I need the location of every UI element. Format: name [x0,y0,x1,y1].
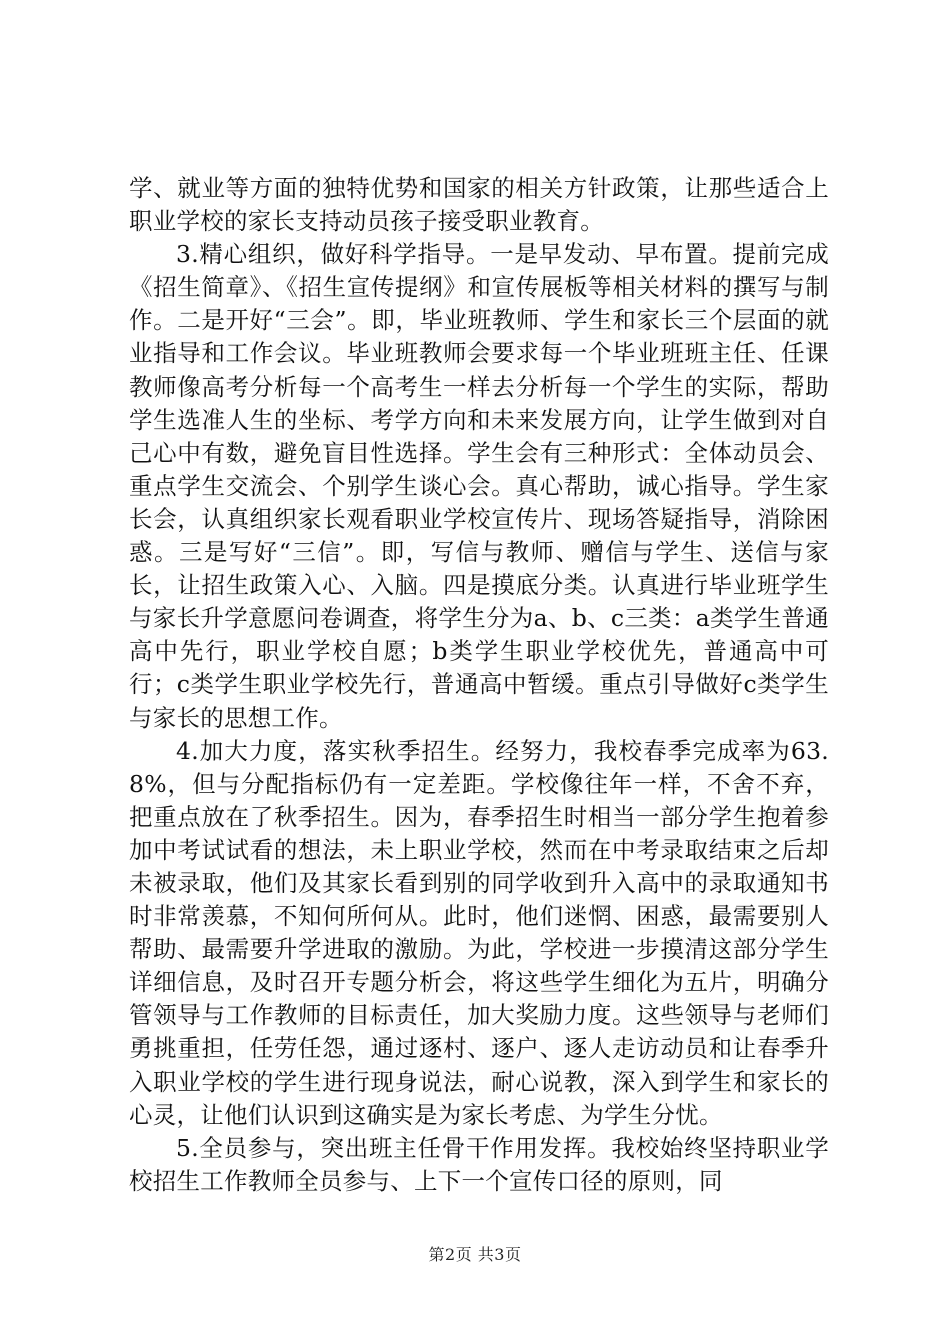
paragraph-item-4: 4.加大力度，落实秋季招生。经努力，我校春季完成率为63.8%，但与分配指标仍有一定差距。学校像往年一样，不舍不弃，把重点放在了秋季招生。因为，春季招生时相当一部分学生抱着参加中考试试看的想法，未上职业学校，然而在中考录取结束之后却未被录取，他们及其家长看到别的同学收到升入高中的录取通知书时非常羡慕，不知何所何从。此时，他们迷惘、困惑，最需要别人帮助、最需要升学进取的激励。为此，学校进一步摸清这部分学生详细信息，及时召开专题分析会，将这些学生细化为五片，明确分管领导与工作教师的目标责任，加大奖励力度。这些领导与老师们勇挑重担，任劳任怨，通过逐村、逐户、逐人走访动员和让春季升入职业学校的学生进行现身说法，耐心说教，深入到学生和家长的心灵，让他们认识到这确实是为家长考虑、为学生分忧。 [129,736,829,1129]
document-body [129,172,829,1198]
paragraph-item-3: 3.精心组织，做好科学指导。一是早发动、早布置。提前完成《招生简章》、《招生宣传提纲》和宣传展板等相关材料的撰写与制作。二是开好“三会”。即，毕业班教师、学生和家长三个层面的就业指导和工作会议。毕业班教师会要求每一个毕业班班主任、任课教师像高考分析每一个高考生一样去分析每一个学生的实际，帮助学生选准人生的坐标、考学方向和未来发展方向，让学生做到对自己心中有数，避免盲目性选择。学生会有三种形式：全体动员会、重点学生交流会、个别学生谈心会。真心帮助，诚心指导。学生家长会，认真组织家长观看职业学校宣传片、现场答疑指导，消除困惑。三是写好“三信”。即，写信与教师、赠信与学生、送信与家长，让招生政策入心、入脑。四是摸底分类。认真进行毕业班学生与家长升学意愿问卷调查，将学生分为a、b、c三类：a类学生普通高中先行，职业学校自愿；b类学生职业学校优先，普通高中可行；c类学生职业学校先行，普通高中暂缓。重点引导做好c类学生与家长的思想工作。 [129,240,829,732]
paragraph-item-5: 5.全员参与，突出班主任骨干作用发挥。我校始终坚持职业学校招生工作教师全员参与、上下一个宣传口径的原则，同 [129,1133,829,1195]
page-footer: 第2页 共3页 [428,1245,522,1264]
paragraph-continuation: 学、就业等方面的独特优势和国家的相关方针政策，让那些适合上职业学校的家长支持动员孩子接受职业教育。 [129,174,829,236]
